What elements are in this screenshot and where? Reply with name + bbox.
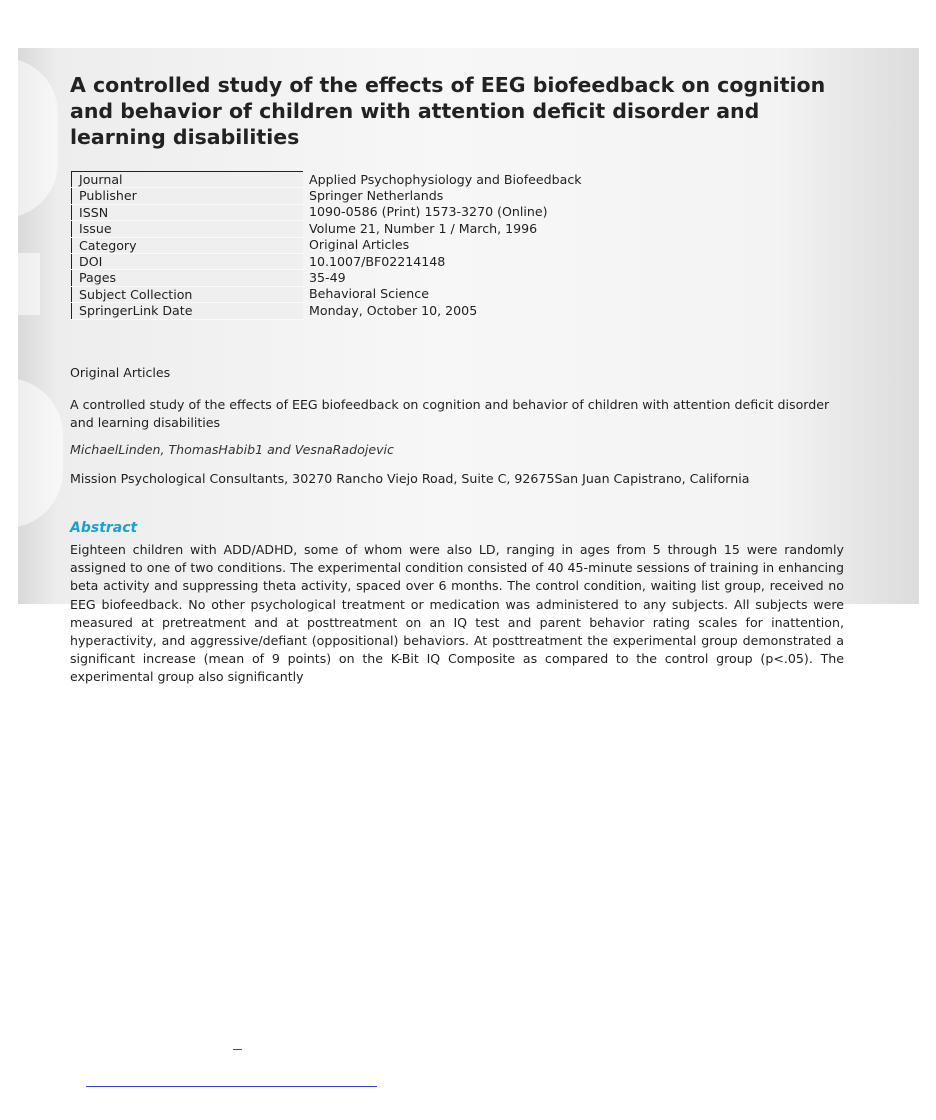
metadata-row xyxy=(72,204,671,220)
metadata-label: DOI xyxy=(72,254,304,270)
metadata-label: Publisher xyxy=(72,188,304,204)
metadata-label: Journal xyxy=(72,172,304,188)
metadata-value: Applied Psychophysiology and Biofeedback xyxy=(309,171,582,187)
metadata-label: ISSN xyxy=(72,204,304,220)
metadata-row xyxy=(72,270,671,286)
abstract-heading: Abstract xyxy=(70,520,138,536)
metadata-label: SpringerLink Date xyxy=(72,303,304,319)
article-headline: A controlled study of the effects of EEG biofeedback on cognition and behavior of children with attention deficit disorder and learning disabilities xyxy=(70,397,830,430)
metadata-value: Volume 21, Number 1 / March, 1996 xyxy=(309,220,538,236)
background-decoration xyxy=(0,378,63,528)
metadata-value: Monday, October 10, 2005 xyxy=(309,302,478,318)
article-title: A controlled study of the effects of EEG biofeedback on cognition and behavior of children with attention deficit disorder and learning disabilities xyxy=(70,73,826,149)
metadata-row xyxy=(72,254,671,270)
metadata-row xyxy=(72,286,671,302)
metadata-value: 1090-0586 (Print) 1573-3270 (Online) xyxy=(309,204,548,220)
article-screenshot xyxy=(18,48,919,685)
metadata-row xyxy=(72,237,671,253)
metadata-label: Subject Collection xyxy=(72,286,304,302)
hyperlink-underline[interactable] xyxy=(86,1086,377,1087)
abstract-text: Eighteen children with ADD/ADHD, some of whom were also LD, ranging in ages from 5 through 15 were randomly assigned to one of two conditions. The experimental condition consisted of 40 45-minute sessions of training in enhancing beta activity and suppressing theta activity, spaced over 6 months. The control condition, waiting list group, received no EEG biofeedback. No other psychological treatment or medication was administered to any subjects. All subjects were measured at pretreatment and at posttreatment on an IQ test and parent behavior rating scales for inattention, hyperactivity, and aggressive/defiant (oppositional) behaviors. At posttreatment the experimental group demonstrated a significant increase (mean of 9 points) on the K-Bit IQ Composite as compared to the control group (p<.05). The experimental group also significantly xyxy=(70,542,844,685)
metadata-row xyxy=(72,221,671,237)
author-affiliation: Mission Psychological Consultants, 30270 Rancho Viejo Road, Suite C, 92675San Juan Capistrano, California xyxy=(70,471,750,486)
metadata-row xyxy=(72,303,671,319)
metadata-value: 10.1007/BF02214148 xyxy=(309,253,446,269)
metadata-row xyxy=(72,188,671,204)
metadata-value: Original Articles xyxy=(309,237,410,253)
background-decoration xyxy=(0,58,58,218)
background-decoration xyxy=(8,253,40,315)
metadata-label: Issue xyxy=(72,221,304,237)
metadata-value: 35-49 xyxy=(309,269,346,285)
metadata-label: Pages xyxy=(72,270,304,286)
hyperlink-underline[interactable] xyxy=(233,1049,242,1050)
metadata-table xyxy=(71,171,671,320)
metadata-value: Springer Netherlands xyxy=(309,187,444,203)
metadata-row xyxy=(72,172,671,188)
article-category: Original Articles xyxy=(70,365,171,380)
author-list: MichaelLinden, ThomasHabib1 and VesnaRadojevic xyxy=(70,442,394,457)
metadata-label: Category xyxy=(72,237,304,253)
metadata-value: Behavioral Science xyxy=(309,286,429,302)
